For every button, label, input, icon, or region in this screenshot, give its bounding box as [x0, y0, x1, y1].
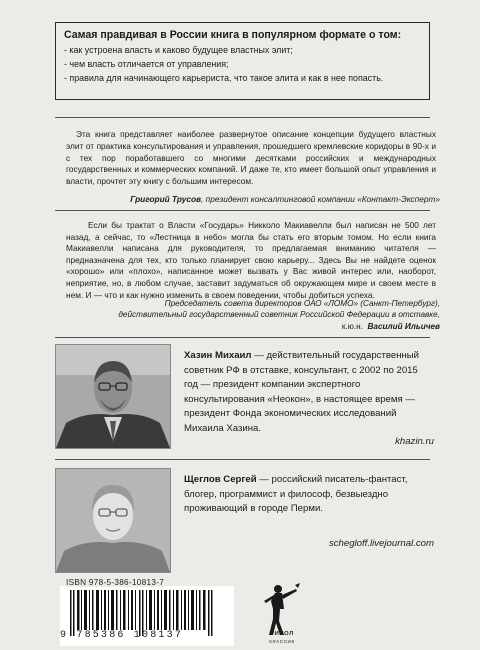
author-bio-text: — российский писатель-фантаст, блогер, программист и философ, безвыездно проживающий в городе Перми.: [184, 474, 408, 515]
summary-item: - как устроена власть и каково будущее властных элит;: [64, 45, 293, 55]
author-photo: [55, 344, 171, 449]
signature-name: Василий Ильичев: [367, 321, 440, 331]
review-paragraph: Эта книга представляет наиболее развернутое описание концепции будущего властных элит от практика консультирования и управления, прошедшего кремлевские коридоры в 90-х и с тех пор поработавшего со многими десятками российских и международных государственных и коммерческих компаний. И даже те, кто имеет большой опыт управления и власти, прочтет эту книгу с большим интересом.: [66, 129, 436, 187]
review-signature: [100, 194, 440, 205]
summary-title: Самая правдивая в России книга в популярном формате о том:: [64, 29, 402, 41]
summary-item: - чем власть отличается от управления;: [64, 59, 229, 69]
review-author-role: , президент консалтинговой компании «Контакт-Эксперт»: [201, 194, 440, 204]
author-bio: [184, 349, 434, 437]
author-portrait: [56, 345, 170, 448]
signature-line: Председатель совета директоров ОАО «ЛОМО» (Санкт-Петербург),: [164, 299, 440, 308]
author-name: Хазин Михаил: [184, 350, 252, 361]
author-photo: [55, 468, 171, 573]
publisher-subtitle: КЛАССИК: [269, 639, 295, 644]
author-website: schegloff.livejournal.com: [328, 538, 434, 549]
divider: [55, 337, 430, 338]
review-paragraph: Если бы трактат о Власти «Государь» Никколо Макиавелли был написан не 500 лет назад, а сейчас, то «Лестница в небо» могла бы стать его вторым томом. Но если книга Макиавелли написана для руководителя, то предлагаемая вниманию читателя — предназначена для тех, кто только планирует свою карьеру... Здесь Вы не найдете оценок «хорошо» или «плохо», написанное может вызвать у Вас живой интерес или, наоборот, неприятие, но, в любом случае, заставит задуматься об окружающем мире и своем месте в нем. И — что и как нужно изменить в своем поведении, чтобы добиться успеха.: [66, 220, 436, 300]
author-portrait: [56, 469, 170, 572]
author-bio: [184, 473, 434, 517]
isbn-number: ISBN 978-5-386-10813-7: [66, 578, 165, 587]
signature-line: [60, 321, 440, 332]
divider: [55, 117, 430, 118]
signature-line: действительный государственный советник Российской Федерации в отставке,: [118, 310, 440, 320]
signature-degree: к.ю.н.: [341, 321, 363, 331]
divider: [55, 210, 430, 211]
barcode-digits: 9 785386 108137: [60, 630, 184, 641]
publisher-name: РИПОЛ: [270, 631, 294, 637]
divider: [55, 459, 430, 460]
summary-item: - правила для начинающего карьериста, что такое элита и как в нее попасть.: [64, 73, 384, 83]
author-website: khazin.ru: [395, 436, 434, 447]
author-name: Щеглов Сергей: [184, 474, 257, 485]
review-signature: [60, 298, 440, 332]
summary-box: [55, 22, 430, 100]
review-author: Григорий Трусов: [130, 194, 202, 204]
author-bio-text: — действительный государственный советник РФ в отставке, консультант, с 2002 по 2015 год — президент компании экспертного консультирования «Неокон», в настоящее время — президент Фонда экономических исследований Михаила Хазина.: [184, 350, 420, 434]
